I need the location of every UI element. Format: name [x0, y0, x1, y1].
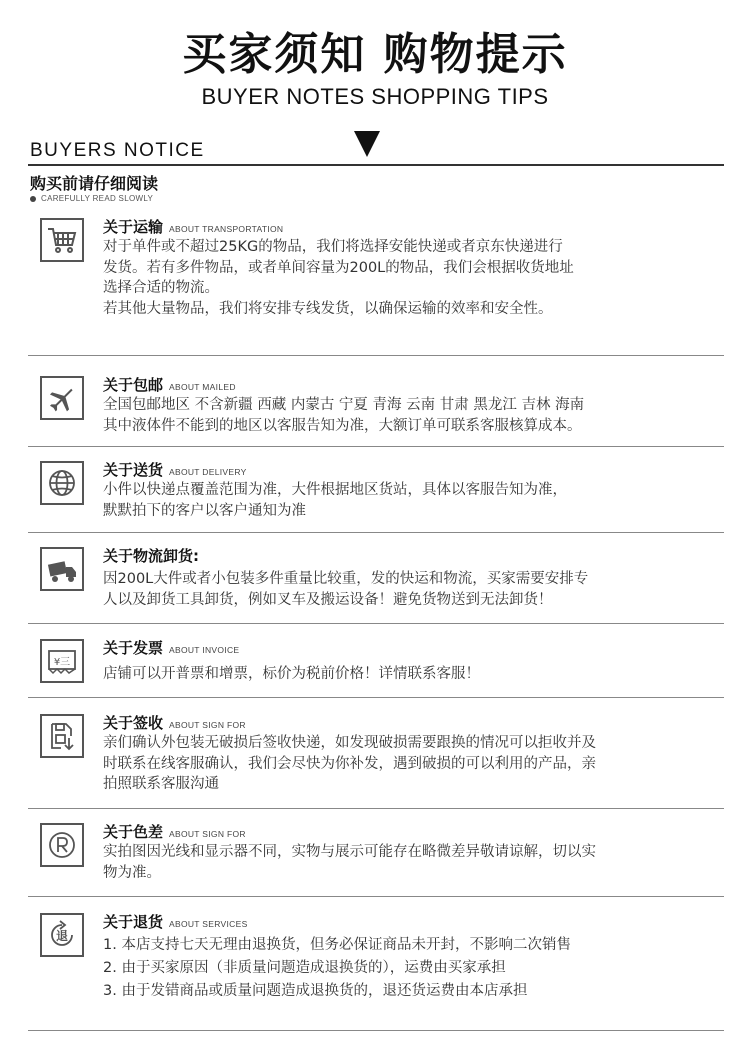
section-line: 时联系在线客服确认，我们会尽快为你补发，遇到破损的可以利用的产品，亲	[103, 755, 596, 772]
section-line: 2. 由于买家原因（非质量问题造成退换货的），运费由买家承担	[103, 960, 506, 976]
section-title: 关于发票	[103, 639, 164, 657]
section-header	[103, 911, 248, 932]
return-glyph: 退	[55, 929, 69, 943]
section-title: 关于色差	[103, 823, 164, 841]
section-divider	[28, 355, 724, 356]
section-divider	[28, 808, 724, 809]
section-subtitle: ABOUT SIGN FOR	[169, 720, 246, 730]
section-divider	[28, 1030, 724, 1031]
section-body	[103, 569, 703, 610]
section-body	[103, 842, 703, 883]
section-line: 物为准。	[103, 864, 161, 881]
section-body	[103, 395, 703, 436]
section-subtitle: ABOUT INVOICE	[169, 645, 240, 655]
section-divider	[28, 896, 724, 897]
section-header	[103, 374, 236, 395]
section-line: 选择合适的物流。	[103, 280, 219, 296]
section-body	[103, 733, 703, 795]
globe-icon	[40, 461, 84, 505]
buyers-notice-label: BUYERS NOTICE	[30, 140, 205, 161]
section-subtitle: ABOUT SERVICES	[169, 919, 248, 929]
section-header	[103, 216, 283, 237]
section-header	[103, 459, 247, 480]
page-subtitle: BUYER NOTES SHOPPING TIPS	[201, 84, 549, 109]
section-divider	[28, 446, 724, 447]
section-title: 关于包邮	[103, 376, 164, 394]
section-line: 小件以快递点覆盖范围为准，大件根据地区货站，具体以客服告知为准，	[103, 482, 567, 498]
section-subtitle: ABOUT DELIVERY	[169, 467, 247, 477]
section-title: 关于签收	[103, 714, 164, 732]
read-title: 购买前请仔细阅读	[30, 174, 159, 193]
section-body	[103, 480, 703, 521]
section-header	[103, 545, 205, 566]
section-line: 全国包邮地区 不含新疆 西藏 内蒙古 宁夏 青海 云南 甘肃 黑龙江 吉林 海南	[103, 397, 585, 413]
section-subtitle: ABOUT SIGN FOR	[169, 829, 246, 839]
bullet-dot-icon	[30, 196, 36, 202]
airplane-icon	[40, 376, 84, 420]
section-title: 关于物流卸货:	[103, 547, 199, 565]
section-line: 亲们确认外包装无破损后签收快递，如发现破损需要跟换的情况可以拒收并及	[103, 735, 596, 751]
section-divider	[28, 532, 724, 533]
down-triangle-icon	[354, 131, 380, 157]
section-subtitle: ABOUT TRANSPORTATION	[169, 224, 284, 234]
section-title: 关于送货	[103, 461, 164, 479]
header-rule	[28, 164, 724, 166]
section-body	[103, 934, 703, 1003]
cart-icon	[40, 218, 84, 262]
section-line: 拍照联系客服沟通	[103, 776, 219, 792]
section-line: 对于单件或不超过25KG的物品，我们将选择安能快递或者京东快递进行	[103, 239, 563, 255]
section-line: 因200L大件或者小包装多件重量比较重，发的快运和物流，买家需要安排专	[103, 571, 589, 587]
page-title: 买家须知 购物提示	[182, 29, 568, 80]
read-subtitle	[30, 194, 153, 203]
return-icon	[40, 913, 84, 957]
registered-icon	[40, 823, 84, 867]
read-subtitle-text: CAREFULLY READ SLOWLY	[41, 194, 154, 203]
section-body	[103, 664, 703, 685]
section-line: 默默拍下的客户以客户通知为准	[103, 502, 306, 519]
invoice-glyph: ¥三	[53, 657, 71, 668]
section-line: 1. 本店支持七天无理由退换货，但务必保证商品未开封，不影响二次销售	[103, 937, 571, 953]
section-line: 发货。若有多件物品，或者单间容量为200L的物品，我们会根据收货地址	[103, 259, 574, 276]
invoice-icon	[40, 639, 84, 683]
section-line: 实拍图因光线和显示器不同，实物与展示可能存在略微差异敬请谅解，切以实	[103, 844, 596, 860]
section-divider	[28, 697, 724, 698]
section-body	[103, 237, 703, 319]
section-line: 店铺可以开普票和增票，标价为税前价格！详情联系客服！	[103, 666, 480, 682]
section-header	[103, 712, 246, 733]
section-line: 若其他大量物品，我们将安排专线发货，以确保运输的效率和安全性。	[103, 300, 553, 317]
section-divider	[28, 623, 724, 624]
section-line: 其中液体件不能到的地区以客服告知为准，大额订单可联系客服核算成本。	[103, 417, 582, 434]
section-header	[103, 637, 239, 658]
section-line: 3. 由于发错商品或质量问题造成退换货的，退还货运费由本店承担	[103, 983, 528, 999]
section-subtitle: ABOUT MAILED	[169, 382, 236, 392]
section-header	[103, 821, 246, 842]
truck-icon	[40, 547, 84, 591]
section-line: 人以及卸货工具卸货，例如叉车及搬运设备！避免货物送到无法卸货！	[103, 591, 553, 608]
section-title: 关于运输	[103, 218, 164, 236]
section-title: 关于退货	[103, 913, 164, 931]
sign-icon	[40, 714, 84, 758]
